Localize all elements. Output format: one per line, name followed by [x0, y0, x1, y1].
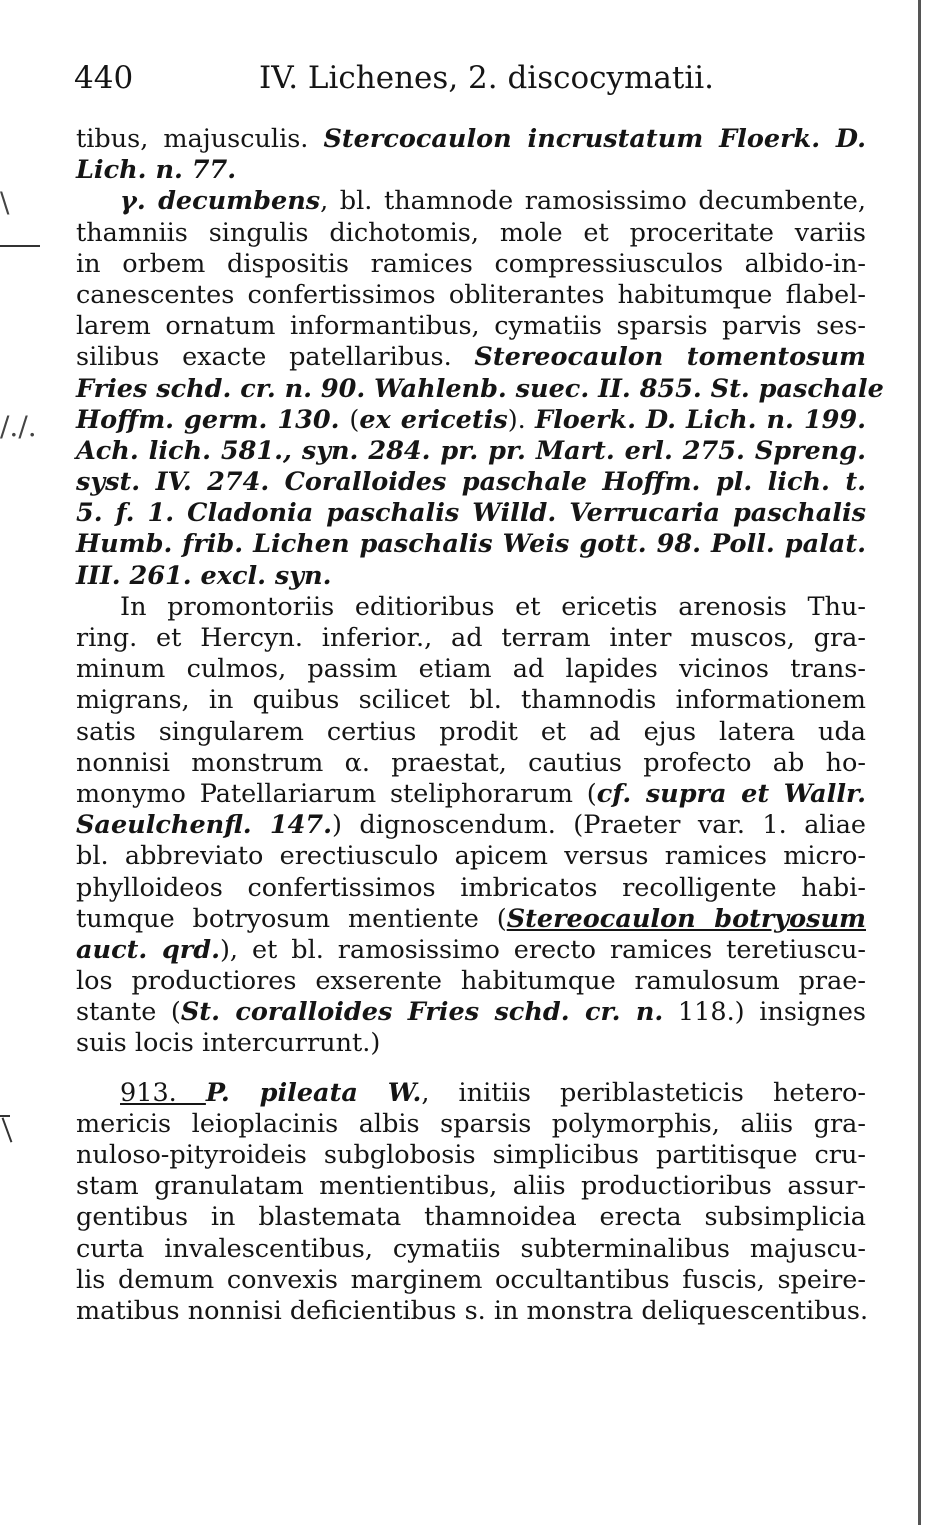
- text-line: [76, 1140, 866, 1171]
- text-line: [76, 810, 866, 841]
- text-run: silibus exacte patellaribus.: [76, 342, 475, 373]
- text-line: [76, 997, 866, 1028]
- text-line: [76, 592, 866, 623]
- body-text: [76, 124, 884, 1327]
- italic-citation: Stercocaulon incrustatum Floerk. D.: [323, 124, 866, 154]
- text-run: ring. et Hercyn. inferior., ad terram inter muscos, gra-: [76, 623, 866, 653]
- italic-citation: St. coralloides Fries schd. cr. n.: [180, 997, 664, 1028]
- text-run: 118.) insignes: [663, 997, 866, 1028]
- text-run: nonnisi monstrum α. praestat, cautius profecto ab ho-: [76, 747, 866, 778]
- text-line: [76, 779, 866, 810]
- text-line: [76, 654, 866, 685]
- italic-citation: III. 261. excl. syn.: [76, 560, 332, 591]
- margin-dash-lower: [0, 1115, 10, 1117]
- text-line: [76, 436, 866, 467]
- text-line: [76, 1109, 866, 1140]
- text-run: tumque botryosum mentiente (: [76, 903, 507, 934]
- text-run: mericis leioplacinis albis sparsis polymorphis, aliis gra-: [76, 1108, 866, 1139]
- italic-citation: Lich. n. 77.: [76, 155, 237, 186]
- text-line: [76, 467, 866, 498]
- margin-mark-backslash: \: [0, 186, 10, 219]
- text-run: bl. abbreviato erectiusculo apicem versus ramices micro-: [76, 841, 866, 872]
- page-number: 440: [74, 60, 134, 96]
- text-run: suis locis intercurrunt.): [76, 1028, 381, 1059]
- running-title: IV. Lichenes, 2. discocymatii.: [259, 60, 715, 96]
- text-line: [76, 685, 866, 716]
- text-run: ), et bl. ramosissimo erecto ramices teretiuscu-: [219, 934, 866, 965]
- text-run: curta invalescentibus, cymatiis subterminalibus majuscu-: [76, 1233, 866, 1264]
- text-run: thamniis singulis dichotomis, mole et proceritate variis: [76, 217, 866, 248]
- text-run: 913.: [120, 1077, 206, 1108]
- text-run: monymo Patellariarum steliphorarum (: [76, 778, 597, 809]
- text-run: , initiis periblasteticis hetero-: [421, 1077, 866, 1108]
- text-run: minum culmos, passim etiam ad lapides vicinos trans-: [76, 654, 866, 685]
- margin-tick: [2, 1117, 13, 1142]
- italic-citation: ex ericetis: [359, 404, 508, 435]
- text-run: migrans, in quibus scilicet bl. thamnodis informationem: [76, 685, 866, 716]
- text-line: [76, 529, 866, 560]
- italic-citation: Ach. lich. 581., syn. 284. pr. pr. Mart. erl. 275. Spreng.: [76, 435, 866, 466]
- text-run: satis singularem certius prodit et ad ejus latera uda: [76, 716, 866, 747]
- italic-citation: Humb. frib. Lichen paschalis Weis gott. 98. Poll. palat.: [76, 529, 866, 560]
- text-line: [76, 1295, 869, 1327]
- text-run: (: [349, 404, 360, 435]
- text-run: tibus, majusculis.: [76, 124, 324, 154]
- text-line: [76, 311, 866, 342]
- text-line: [76, 1171, 866, 1202]
- text-run: in orbem dispositis ramices compressiusculos albido-in-: [76, 248, 866, 279]
- text-line: [76, 1028, 866, 1059]
- text-line: [76, 1265, 866, 1296]
- text-line: [76, 249, 866, 280]
- text-line: [76, 717, 866, 748]
- italic-citation: Floerk. D. Lich. n. 199.: [534, 404, 867, 435]
- text-line: [76, 561, 866, 592]
- text-line: [76, 748, 866, 779]
- text-line: [76, 873, 866, 904]
- text-line: [76, 342, 866, 373]
- text-line: [76, 280, 866, 311]
- italic-citation: Hoffm. germ. 130.: [76, 404, 350, 435]
- text-line: [76, 1078, 866, 1109]
- italic-citation: Stereocaulon botryosum: [506, 903, 866, 934]
- text-line: [76, 1234, 866, 1265]
- italic-citation: 5. f. 1. Cladonia paschalis Willd. Verrucaria paschalis: [76, 498, 866, 529]
- text-run: los productiores exserente habitumque ramulosum prae-: [76, 966, 866, 997]
- text-run: matibus nonnisi deficientibus s. in monstra deliquescentibus.: [76, 1295, 869, 1326]
- text-line: [76, 966, 866, 997]
- text-run: , bl. thamnode ramosissimo decumbente,: [320, 186, 866, 217]
- italic-citation: P. pileata W.: [205, 1077, 422, 1108]
- text-run: ) dignoscendum. (Praeter var. 1. aliae: [331, 810, 867, 841]
- text-run: In promontoriis editioribus et ericetis arenosis Thu-: [120, 591, 866, 622]
- text-line: [76, 218, 866, 249]
- italic-citation: cf. supra et Wallr.: [596, 778, 867, 809]
- text-run: nuloso-pityroideis subglobosis simplicibus partitisque cru-: [76, 1140, 866, 1170]
- italic-citation: Saeulchenfl. 147.: [76, 810, 332, 841]
- text-line: [76, 935, 866, 966]
- text-line: [76, 498, 866, 529]
- italic-citation: γ. decumbens: [120, 186, 321, 217]
- text-line: [76, 155, 866, 186]
- text-run: larem ornatum informantibus, cymatiis sparsis parvis ses-: [76, 311, 866, 342]
- text-run: phylloideos confertissimos imbricatos recolligente habi-: [76, 872, 866, 903]
- text-run: stam granulatam mentientibus, aliis productioribus assur-: [76, 1171, 866, 1202]
- italic-citation: Stereocaulon tomentosum: [474, 342, 866, 373]
- text-line: [76, 373, 884, 405]
- margin-mark-annotation: /./.: [0, 410, 37, 443]
- text-run: ).: [507, 404, 535, 435]
- text-run: canescentes confertissimos obliterantes habitumque flabel-: [76, 279, 866, 310]
- page-edge: [918, 0, 921, 1525]
- text-line: [76, 841, 866, 872]
- text-line: [76, 904, 866, 935]
- text-run: gentibus in blastemata thamnoidea erecta subsimplicia: [76, 1202, 866, 1233]
- text-line: [76, 124, 866, 155]
- italic-citation: syst. IV. 274. Coralloides paschale Hoffm. pl. lich. t.: [76, 467, 866, 498]
- italic-citation: Fries schd. cr. n. 90. Wahlenb. suec. II. 855. St. paschale: [76, 373, 884, 404]
- italic-citation: auct. qrd.: [76, 934, 220, 965]
- text-run: stante (: [76, 997, 181, 1028]
- text-line: [76, 405, 866, 436]
- text-line: [76, 186, 866, 217]
- text-line: [76, 623, 866, 654]
- margin-dash: [0, 245, 40, 247]
- text-line: [76, 1202, 866, 1233]
- text-run: lis demum convexis marginem occultantibus fuscis, speire-: [76, 1264, 866, 1295]
